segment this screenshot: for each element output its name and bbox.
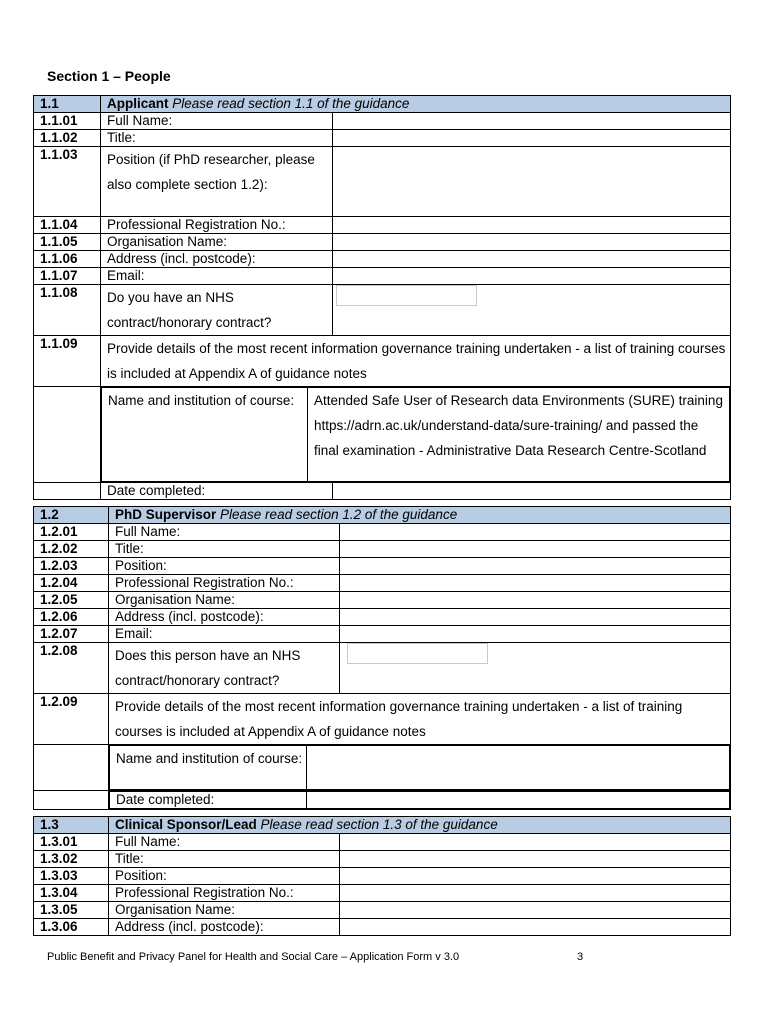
row-number: 1.2.01 (34, 524, 109, 541)
title-field[interactable] (340, 541, 731, 558)
supervisor-table (33, 506, 731, 810)
field-label: Full Name: (109, 834, 340, 851)
row-number: 1.2.09 (34, 694, 109, 745)
row-number: 1.3.06 (34, 919, 109, 936)
table-row (34, 113, 731, 130)
empty-cell (34, 387, 101, 483)
heading-italic: Please read section 1.1 of the guidance (168, 96, 410, 111)
empty-cell (34, 483, 101, 500)
table-row (34, 387, 731, 483)
table-row (34, 251, 731, 268)
table-row (34, 217, 731, 234)
section-number: 1.3 (34, 817, 109, 834)
full-name-field[interactable] (340, 524, 731, 541)
row-number: 1.2.04 (34, 575, 109, 592)
nhs-contract-select[interactable] (336, 285, 477, 306)
field-label: Address (incl. postcode): (109, 609, 340, 626)
section-heading (109, 507, 731, 524)
date-cell (109, 791, 731, 810)
field-label: Email: (101, 268, 333, 285)
position-field[interactable] (333, 147, 731, 217)
supervisor-header-row (34, 507, 731, 524)
row-number: 1.1.04 (34, 217, 101, 234)
section-number: 1.1 (34, 96, 101, 113)
field-label: Full Name: (109, 524, 340, 541)
registration-field[interactable] (340, 885, 731, 902)
table-row (34, 791, 731, 810)
heading-italic: Please read section 1.3 of the guidance (256, 817, 498, 832)
sponsor-table (33, 816, 731, 936)
date-table (109, 791, 730, 809)
table-row (34, 524, 731, 541)
row-number: 1.2.06 (34, 609, 109, 626)
applicant-table (33, 95, 731, 500)
table-row (34, 609, 731, 626)
field-label: Title: (101, 130, 333, 147)
email-field[interactable] (333, 268, 731, 285)
row-number: 1.1.07 (34, 268, 101, 285)
table-row (34, 885, 731, 902)
field-label: Provide details of the most recent information governance training undertaken - a list of training courses is included at Appendix A of guidance notes (101, 336, 731, 387)
row-number: 1.2.02 (34, 541, 109, 558)
field-label: Full Name: (101, 113, 333, 130)
row-number: 1.1.08 (34, 285, 101, 336)
section-heading (109, 817, 731, 834)
heading-bold: PhD Supervisor (115, 507, 217, 522)
date-completed-field[interactable] (333, 483, 731, 500)
position-field[interactable] (340, 558, 731, 575)
address-field[interactable] (340, 609, 731, 626)
table-row (34, 919, 731, 936)
row-number: 1.3.02 (34, 851, 109, 868)
email-field[interactable] (340, 626, 731, 643)
registration-field[interactable] (333, 217, 731, 234)
row-number: 1.3.05 (34, 902, 109, 919)
row-number: 1.2.05 (34, 592, 109, 609)
course-label: Name and institution of course: (110, 746, 307, 790)
empty-cell (34, 791, 109, 810)
table-row (34, 626, 731, 643)
registration-field[interactable] (340, 575, 731, 592)
section-heading (101, 96, 731, 113)
table-row (34, 592, 731, 609)
table-row (34, 558, 731, 575)
table-row (34, 868, 731, 885)
row-number: 1.2.08 (34, 643, 109, 694)
field-label: Date completed: (101, 483, 333, 500)
field-label: Does this person have an NHS contract/honorary contract? (109, 643, 340, 694)
position-field[interactable] (340, 868, 731, 885)
table-row (34, 902, 731, 919)
address-field[interactable] (333, 251, 731, 268)
heading-italic: Please read section 1.2 of the guidance (216, 507, 458, 522)
row-number: 1.1.05 (34, 234, 101, 251)
course-value[interactable] (307, 746, 730, 790)
table-row (34, 575, 731, 592)
training-table (109, 745, 730, 790)
page-number: 3 (577, 951, 584, 963)
table-row (34, 234, 731, 251)
heading-bold: Clinical Sponsor/Lead (115, 817, 257, 832)
table-row (34, 483, 731, 500)
row-number: 1.2.07 (34, 626, 109, 643)
table-row (34, 147, 731, 217)
page-footer: Public Benefit and Privacy Panel for Health and Social Care – Application Form v 3.0 (47, 951, 460, 963)
table-row (34, 130, 731, 147)
course-value[interactable]: Attended Safe User of Research data Environments (SURE) training https://adrn.ac.uk/understand-data/sure-training/ and passed the final examination - Administrative Data Research Centre-Scotland (308, 388, 730, 482)
row-number: 1.1.09 (34, 336, 101, 387)
course-label: Name and institution of course: (102, 388, 308, 482)
field-label: Title: (109, 851, 340, 868)
field-label: Professional Registration No.: (109, 575, 340, 592)
field-label: Position: (109, 558, 340, 575)
section-title: Section 1 – People (47, 68, 171, 84)
table-row (34, 851, 731, 868)
training-table (101, 387, 730, 482)
table-row (34, 541, 731, 558)
row-number: 1.1.03 (34, 147, 101, 217)
field-label: Organisation Name: (109, 902, 340, 919)
row-number: 1.2.03 (34, 558, 109, 575)
applicant-header-row (34, 96, 731, 113)
table-row (34, 268, 731, 285)
date-completed-field[interactable] (307, 792, 730, 809)
row-number: 1.1.01 (34, 113, 101, 130)
table-row (34, 643, 731, 694)
table-row (34, 336, 731, 387)
nhs-contract-select[interactable] (347, 643, 488, 664)
field-label: Do you have an NHS contract/honorary contract? (101, 285, 333, 336)
title-field[interactable] (340, 851, 731, 868)
field-label: Position: (109, 868, 340, 885)
title-field[interactable] (333, 130, 731, 147)
organisation-field[interactable] (340, 592, 731, 609)
field-label: Organisation Name: (101, 234, 333, 251)
organisation-field[interactable] (333, 234, 731, 251)
section-number: 1.2 (34, 507, 109, 524)
field-label: Address (incl. postcode): (109, 919, 340, 936)
field-label: Professional Registration No.: (101, 217, 333, 234)
full-name-field[interactable] (333, 113, 731, 130)
field-label: Address (incl. postcode): (101, 251, 333, 268)
row-number: 1.1.06 (34, 251, 101, 268)
field-label: Organisation Name: (109, 592, 340, 609)
field-label: Provide details of the most recent information governance training undertaken - a list of training courses is included at Appendix A of guidance notes (109, 694, 731, 745)
table-row (34, 285, 731, 336)
table-row (34, 834, 731, 851)
heading-bold: Applicant (107, 96, 169, 111)
row-number: 1.1.02 (34, 130, 101, 147)
row-number: 1.3.03 (34, 868, 109, 885)
field-label: Professional Registration No.: (109, 885, 340, 902)
empty-cell (34, 745, 109, 791)
row-number: 1.3.01 (34, 834, 109, 851)
table-row (34, 694, 731, 745)
sponsor-header-row (34, 817, 731, 834)
full-name-field[interactable] (340, 834, 731, 851)
field-label: Email: (109, 626, 340, 643)
row-number: 1.3.04 (34, 885, 109, 902)
training-cell (101, 387, 731, 483)
organisation-field[interactable] (340, 902, 731, 919)
field-label: Date completed: (110, 792, 307, 809)
field-label: Title: (109, 541, 340, 558)
training-cell (109, 745, 731, 791)
table-row (34, 745, 731, 791)
field-label: Position (if PhD researcher, please also complete section 1.2): (101, 147, 333, 217)
address-field[interactable] (340, 919, 731, 936)
